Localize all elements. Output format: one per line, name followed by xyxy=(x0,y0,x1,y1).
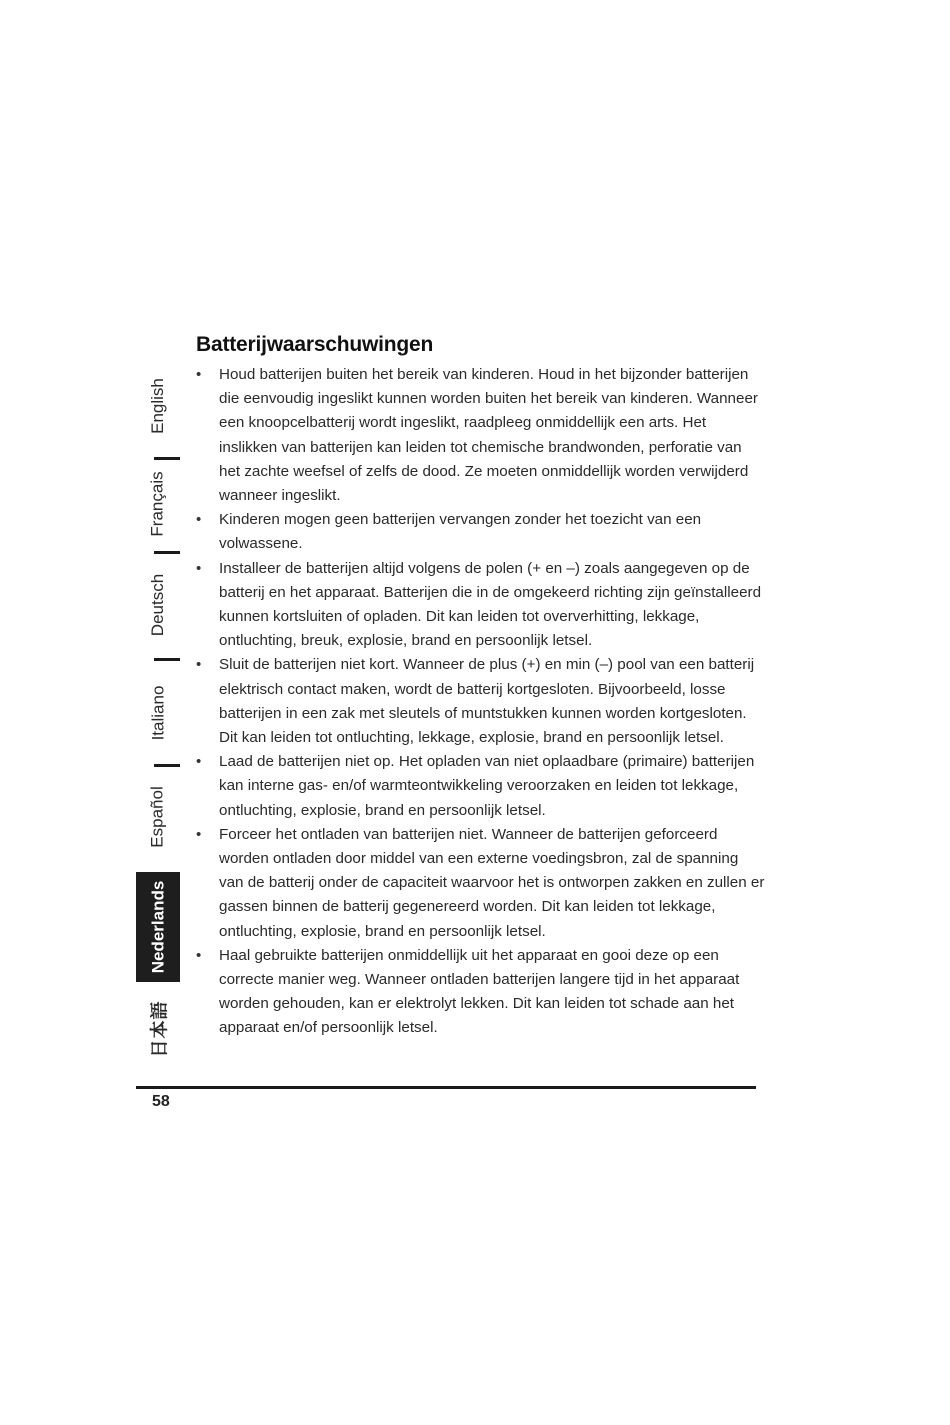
language-tab-francais[interactable] xyxy=(136,460,180,548)
warning-item: • Forceer het ontladen van batterijen niet. Wanneer de batterijen geforceerd worden ontladen door middel van een externe voedingsbron, zal de spanning van de batterij onder de capaciteit waarvoor het is ontworpen zakken en zullen er gassen binnen de batterij gegenereerd worden. Dit kan leiden tot lekkage, ontluchting, explosie, brand en persoonlijk letsel. xyxy=(196,823,766,944)
language-tab-nederlands[interactable] xyxy=(136,872,180,982)
warning-item: • Kinderen mogen geen batterijen vervangen zonder het toezicht van een volwassene. xyxy=(196,508,766,556)
language-label-english: English xyxy=(148,378,168,434)
warning-item: • Sluit de batterijen niet kort. Wanneer de plus (+) en min (–) pool van een batterij elektrisch contact maken, wordt de batterij kortgesloten. Bijvoorbeeld, losse batterijen in een zak met sleutels of muntstukken kunnen worden kortgesloten. Dit kan leiden tot ontluchting, lekkage, explosie, brand en persoonlijk letsel. xyxy=(196,653,766,750)
language-label-japanese: 日本語 xyxy=(149,1000,169,1058)
language-label-deutsch: Deutsch xyxy=(148,573,167,637)
main-content xyxy=(196,330,766,1041)
section-title: Batterijwaarschuwingen xyxy=(196,333,434,356)
warning-item: • Laad de batterijen niet op. Het opladen van niet oplaadbare (primaire) batterijen kan interne gas- en/of warmteontwikkeling veroorzaken en leiden tot lekkage, ontluchting, explosie, brand en persoonlijk letsel. xyxy=(196,750,766,823)
language-tab-japanese[interactable] xyxy=(136,989,180,1069)
warning-list xyxy=(196,363,766,1041)
language-label-nederlands: Nederlands xyxy=(148,880,167,974)
language-label-francais: Français xyxy=(148,471,167,537)
warning-item: • Installeer de batterijen altijd volgens de polen (+ en –) zoals aangegeven op de batterij en het apparaat. Batterijen die in de omgekeerd richting zijn geïnstalleerd kunnen kortsluiten of opladen. Dit kan leiden tot oververhitting, lekkage, ontluchting, breuk, explosie, brand en persoonlijk letsel. xyxy=(196,557,766,654)
language-tab-espanol[interactable] xyxy=(136,767,180,867)
language-tab-italiano[interactable] xyxy=(136,661,180,764)
language-label-italiano: Italiano xyxy=(148,685,168,740)
footer-rule xyxy=(136,1086,756,1089)
language-tab-english[interactable] xyxy=(136,355,180,457)
language-label-espanol: Español xyxy=(148,786,167,848)
warning-item: • Houd batterijen buiten het bereik van kinderen. Houd in het bijzonder batterijen die eenvoudig ingeslikt kunnen worden buiten het bereik van kinderen. Wanneer een knoopcelbatterij wordt ingeslikt, raadpleeg onmiddellijk een arts. Het inslikken van batterijen kan leiden tot chemische brandwonden, perforatie van het zachte weefsel of zelfs de dood. Ze moeten onmiddellijk worden verwijderd wanneer ingeslikt. xyxy=(196,363,766,508)
language-tab-deutsch[interactable] xyxy=(136,554,180,656)
warning-item: • Haal gebruikte batterijen onmiddellijk uit het apparaat en gooi deze op een correcte manier weg. Wanneer ontladen batterijen langere tijd in het apparaat worden gehouden, kan er elektrolyt lekken. Dit kan leiden tot schade aan het apparaat en/of persoonlijk letsel. xyxy=(196,944,766,1041)
page-number: 58 xyxy=(152,1093,170,1110)
